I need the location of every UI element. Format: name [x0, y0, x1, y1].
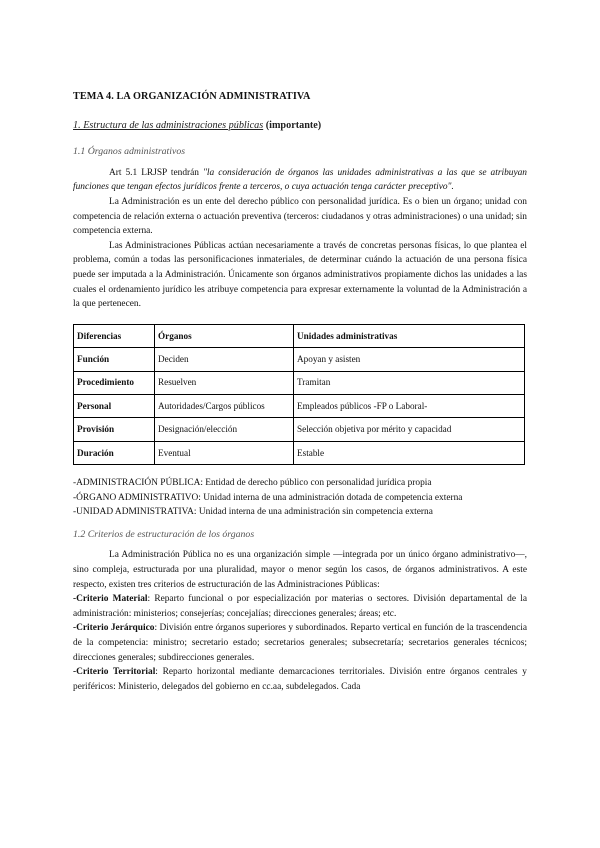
criterion-text: : Reparto funcional o por especialización por materias o sectores. División departamental de la administración: ministerios; consejerías; concejalías; direcciones generales; áreas; etc.: [73, 594, 527, 619]
table-cell: Eventual: [155, 441, 294, 464]
criterion-label: -Criterio Territorial: [73, 667, 156, 678]
table-row: [74, 394, 525, 417]
table-header-cell: Unidades administrativas: [294, 324, 525, 347]
table-cell: Autoridades/Cargos públicos: [155, 394, 294, 417]
table-row: [74, 348, 525, 371]
page-title: TEMA 4. LA ORGANIZACIÓN ADMINISTRATIVA: [73, 91, 311, 102]
definitions-list: [73, 476, 527, 520]
section-1-heading: [73, 119, 527, 134]
table-row: [74, 441, 525, 464]
article-prefix: Art 5.1 LRJSP tendrán: [109, 167, 203, 178]
criterion-label: -Criterio Jerárquico: [73, 623, 155, 634]
criteria-list: [73, 592, 527, 694]
table-cell: Estable: [294, 441, 525, 464]
criterion-item: [73, 621, 527, 665]
table-cell: Apoyan y asisten: [294, 348, 525, 371]
table-cell: Resuelven: [155, 371, 294, 394]
table-header-cell: Diferencias: [74, 324, 155, 347]
table-cell: Deciden: [155, 348, 294, 371]
table-row-label: Personal: [74, 394, 155, 417]
section-1-heading-text: 1. Estructura de las administraciones públicas: [73, 119, 264, 131]
criterion-label: -Criterio Material: [73, 594, 148, 605]
definition-item: -UNIDAD ADMINISTRATIVA: Unidad interna de una administración sin competencia externa: [73, 507, 433, 518]
table-cell: Empleados públicos -FP o Laboral-: [294, 394, 525, 417]
section-1-2-heading: 1.2 Criterios de estructuración de los órganos: [73, 528, 255, 540]
table-header-cell: Órganos: [155, 324, 294, 347]
article-citation: [73, 166, 527, 195]
table-cell: Selección objetiva por mérito y capacidad: [294, 418, 525, 441]
criteria-intro: La Administración Pública no es una organización simple —integrada por un único órgano administrativo—, sino compleja, estructurada por una pluralidad, mayor o menor según los casos, de órganos administrativos. A este respecto, existen tres criterios de estructuración de las Administraciones Públicas:: [73, 550, 527, 590]
article-quote: "la consideración de órganos las unidades administrativas a las que se atribuyan funciones que tengan efectos jurídicos frente a terceros, o cuya actuación tenga carácter preceptivo".: [73, 167, 527, 193]
table-row-label: Procedimiento: [74, 371, 155, 394]
table-cell: Designación/elección: [155, 418, 294, 441]
table-row: [74, 371, 525, 394]
differences-table: [73, 324, 525, 465]
table-row-label: Función: [74, 348, 155, 371]
table-row: [74, 418, 525, 441]
definition-item: -ADMINISTRACIÓN PÚBLICA: Entidad de derecho público con personalidad jurídica propia: [73, 478, 432, 489]
table-row-label: Provisión: [74, 418, 155, 441]
paragraph-administraciones-publicas: Las Administraciones Públicas actúan necesariamente a través de concretas personas físicas, lo que plantea el problema, común a todas las personificaciones inmateriales, de determinar cuándo la actuación de una persona física puede ser imputada a la Administración. Únicamente son órganos administrativos propiamente dichos las unidades a las cuales el ordenamiento jurídico les atribuye competencia para expresar externamente la voluntad de la Administración a la que pertenecen.: [73, 240, 527, 310]
paragraph-administracion: La Administración es un ente del derecho público con personalidad jurídica. Es o bien un órgano; unidad con competencia de relación externa o actuación preventiva (terceros: ciudadanos y otras administraciones) o una unidad; sin competencia externa.: [73, 196, 527, 237]
section-1-1-heading: 1.1 Órganos administrativos: [73, 146, 186, 158]
section-1-note: (importante): [265, 119, 322, 131]
criterion-item: [73, 665, 527, 694]
document-body: [73, 90, 527, 694]
table-header-row: [74, 324, 525, 347]
definition-item: -ÓRGANO ADMINISTRATIVO: Unidad interna de una administración dotada de competencia externa: [73, 492, 463, 503]
criterion-text: : División entre órganos superiores y subordinados. Reparto vertical en función de la trascendencia de la competencia: ministro; secretario estado; secretarios generales; subsecretaría; secretarios generales técnicos; direcciones generales; subdirecciones generales.: [73, 623, 527, 663]
criterion-text: : Reparto horizontal mediante demarcaciones territoriales. División entre órganos centrales y periféricos: Ministerio, delegados del gobierno en cc.aa, subdelegados. Cada: [73, 667, 527, 692]
table-row-label: Duración: [74, 441, 155, 464]
criterion-item: [73, 592, 527, 621]
table-cell: Tramitan: [294, 371, 525, 394]
